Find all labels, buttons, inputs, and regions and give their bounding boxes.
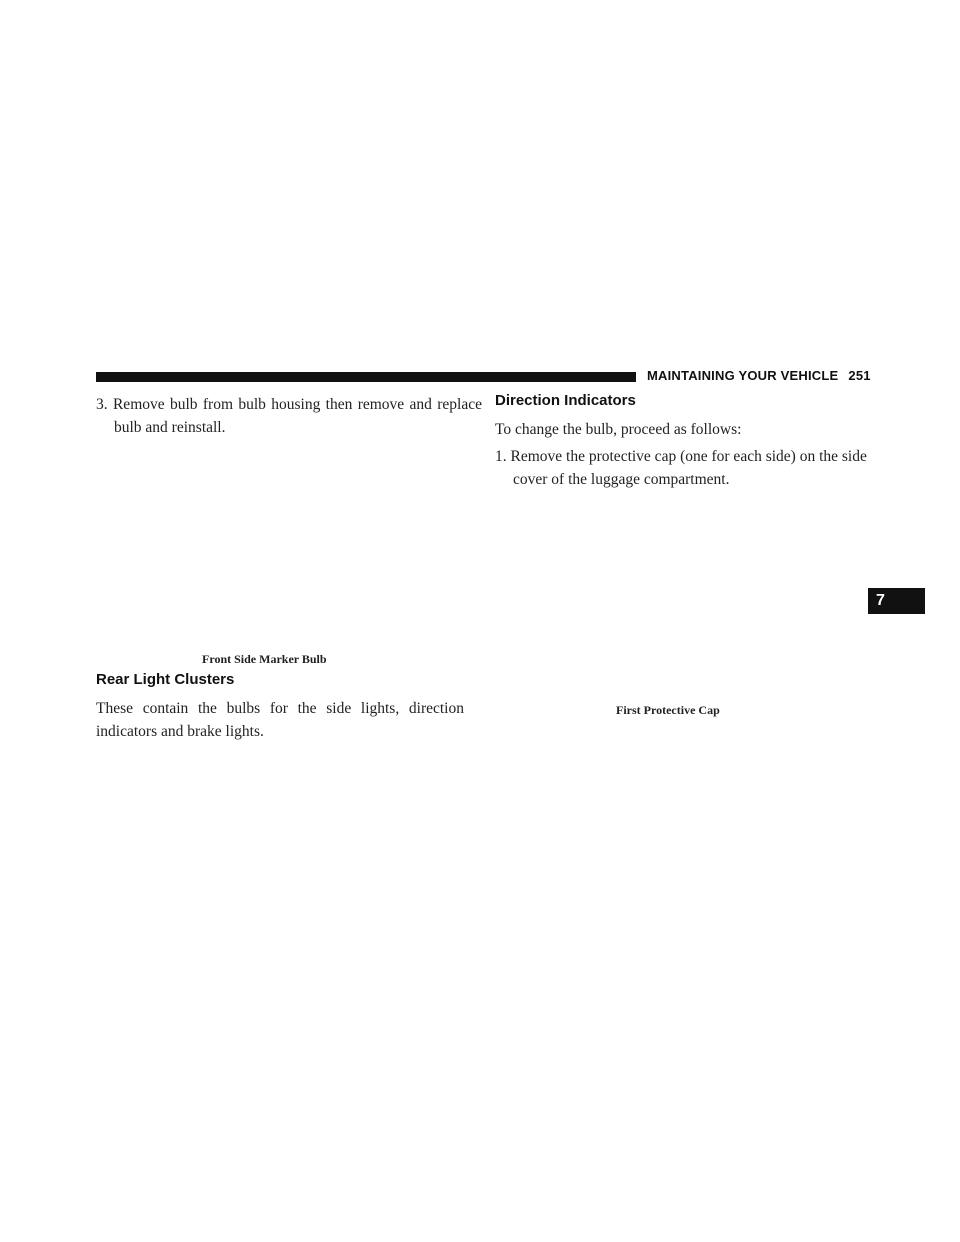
chapter-tab: 7 [868, 588, 925, 614]
step-3: 3. Remove bulb from bulb housing then remove and replace bulb and reinstall. [96, 396, 482, 436]
intro-direction-indicators: To change the bulb, proceed as follows: [495, 421, 742, 438]
step-1: 1. Remove the protective cap (one for each side) on the side cover of the luggage compartment. [495, 448, 867, 488]
section-title: MAINTAINING YOUR VEHICLE [647, 368, 839, 383]
heading-direction-indicators: Direction Indicators [495, 392, 636, 409]
paragraph-rear-light-clusters: These contain the bulbs for the side lights, direction indicators and brake lights. [96, 700, 464, 740]
page-header [647, 368, 871, 383]
page-number: 251 [848, 368, 871, 383]
heading-rear-light-clusters: Rear Light Clusters [96, 671, 235, 688]
figure-caption-first-protective-cap: First Protective Cap [616, 703, 720, 717]
figure-caption-front-side-marker: Front Side Marker Bulb [202, 652, 327, 666]
header-rule [96, 372, 636, 382]
